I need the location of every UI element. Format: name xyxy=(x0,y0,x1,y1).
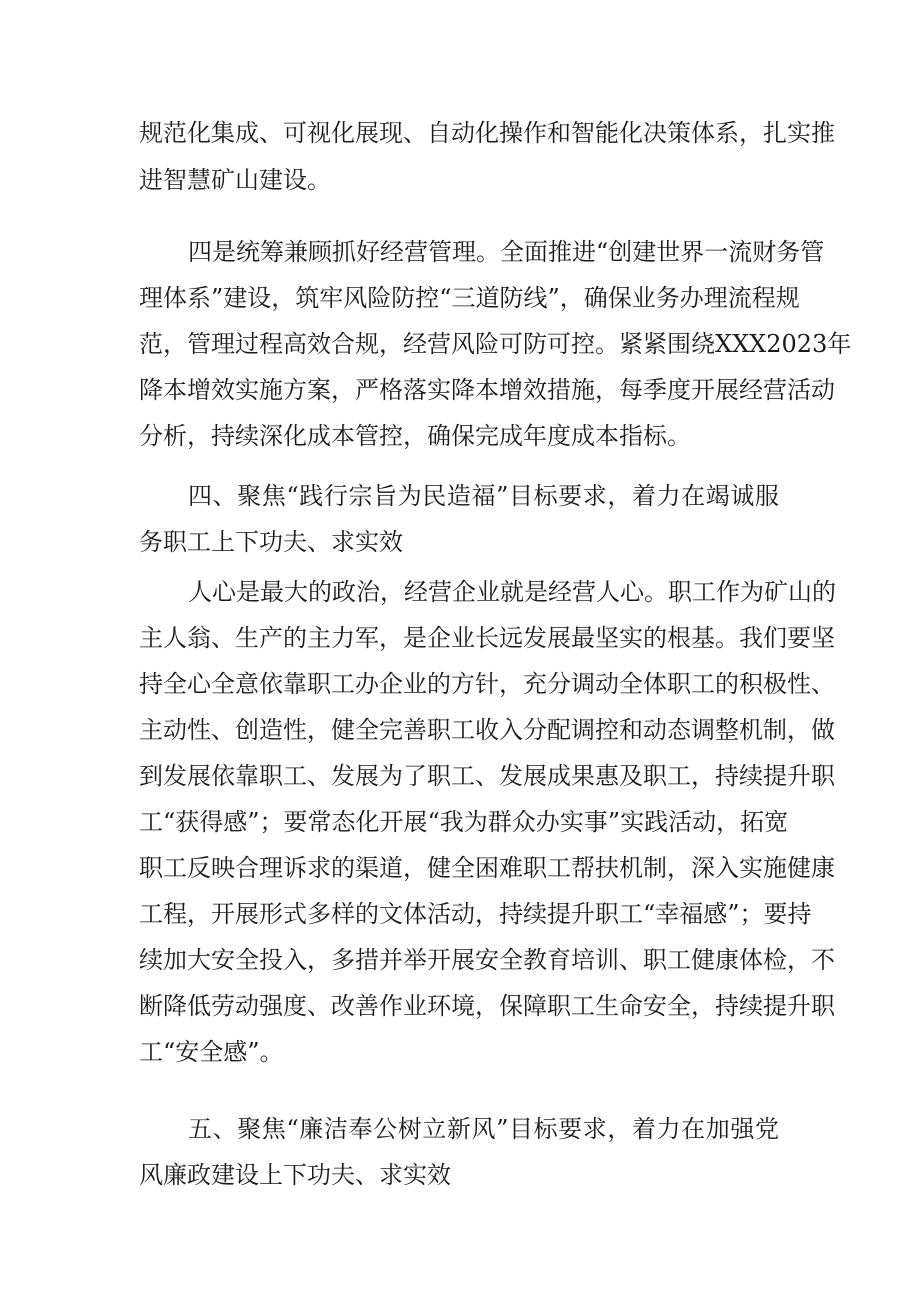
text-line: 续加大安全投入，多措并举开展安全教育培训、职工健康体检，不 xyxy=(139,946,835,974)
text-line: 四是统筹兼顾抓好经营管理。全面推进“创建世界一流财务管 xyxy=(188,238,825,266)
text-line: 职工反映合理诉求的渠道，健全困难职工帮扶机制，深入实施健康 xyxy=(139,854,835,882)
text-line: 进智慧矿山建设。 xyxy=(139,166,331,194)
text-line: 断降低劳动强度、改善作业环境，保障职工生命安全，持续提升职 xyxy=(139,992,835,1020)
text-line: 规范化集成、可视化展现、自动化操作和智能化决策体系，扎实推 xyxy=(139,119,835,147)
text-line: 持全心全意依靠职工办企业的方针，充分调动全体职工的积极性、 xyxy=(139,670,835,698)
text-line: 人心是最大的政治，经营企业就是经营人心。职工作为矿山的 xyxy=(188,578,836,606)
section-heading-line: 务职工上下功夫、求实效 xyxy=(139,528,403,556)
text-line: 工“安全感”。 xyxy=(139,1038,284,1066)
section-heading-line: 风廉政建设上下功夫、求实效 xyxy=(139,1161,451,1189)
text-line: 范，管理过程高效合规，经营风险可防可控。紧紧围绕XXX2023年 xyxy=(139,330,852,358)
text-line: 工程，开展形式多样的文体活动，持续提升职工“幸福感”；要持 xyxy=(139,900,812,928)
text-line: 主人翁、生产的主力军，是企业长远发展最坚实的根基。我们要坚 xyxy=(139,624,835,652)
text-line: 分析，持续深化成本管控，确保完成年度成本指标。 xyxy=(139,422,691,450)
text-line: 理体系”建设，筑牢风险防控“三道防线”，确保业务办理流程规 xyxy=(139,284,800,312)
text-line: 主动性、创造性，健全完善职工收入分配调控和动态调整机制，做 xyxy=(139,716,835,744)
text-line: 到发展依靠职工、发展为了职工、发展成果惠及职工，持续提升职 xyxy=(139,762,835,790)
section-heading-line: 四、聚焦“践行宗旨为民造福”目标要求，着力在竭诚服 xyxy=(188,482,779,510)
text-line: 工“获得感”；要常态化开展“我为群众办实事”实践活动，拓宽 xyxy=(139,808,789,836)
text-line: 降本增效实施方案，严格落实降本增效措施，每季度开展经营活动 xyxy=(139,376,835,404)
section-heading-line: 五、聚焦“廉洁奉公树立新风”目标要求，着力在加强党 xyxy=(188,1115,779,1143)
